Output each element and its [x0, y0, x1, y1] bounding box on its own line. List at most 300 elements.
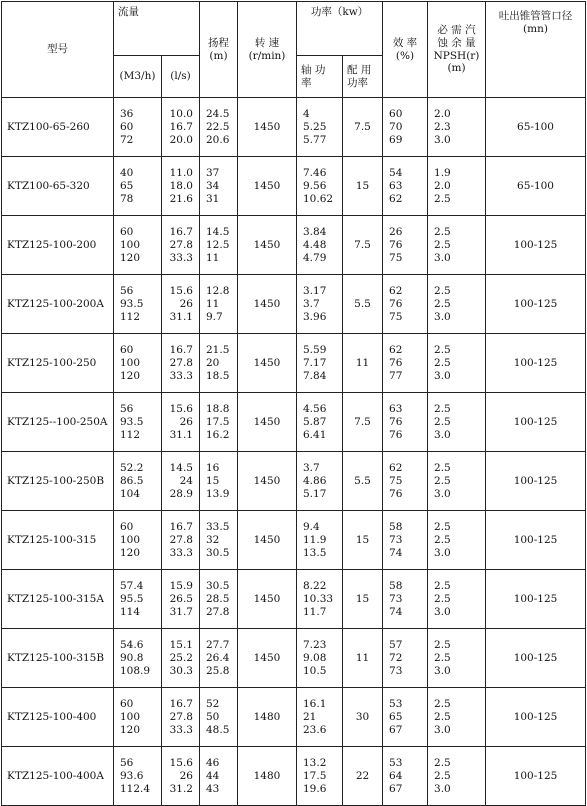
- cell-flow-ls-value: 16.7: [169, 343, 193, 356]
- cell-head: [200, 629, 238, 688]
- cell-head-value: 17.5: [206, 415, 230, 428]
- cell-head: [200, 511, 238, 570]
- cell-flow-ls-value: 33.3: [169, 251, 193, 264]
- cell-shaft-power-value: 5.59: [303, 343, 327, 356]
- cell-npsh-value: 2.5: [434, 756, 451, 769]
- cell-efficiency-value: 76: [389, 238, 403, 251]
- cell-outlet: 100-125: [486, 393, 586, 452]
- header-npsh-line3: NPSH(r): [433, 49, 480, 62]
- cell-flow-ls-value: 15.1: [169, 638, 193, 651]
- cell-flow-m3h: [114, 511, 162, 570]
- cell-shaft-power: [297, 334, 343, 393]
- cell-efficiency-value: 67: [389, 782, 403, 795]
- cell-head-value: 46: [206, 756, 220, 769]
- cell-model: KTZ125-100-200: [2, 216, 114, 275]
- header-head-label: 扬程: [208, 36, 229, 49]
- header-npsh-line1: 必 需 汽: [437, 23, 476, 36]
- table-row: [2, 216, 586, 275]
- cell-npsh-value: 2.5: [434, 284, 451, 297]
- cell-npsh-value: 2.3: [434, 120, 451, 133]
- cell-flow-ls: [162, 98, 200, 157]
- cell-efficiency-value: 63: [389, 179, 403, 192]
- table-row: [2, 570, 586, 629]
- cell-npsh-value: 1.9: [434, 166, 451, 179]
- cell-flow-ls: [162, 511, 200, 570]
- cell-shaft-power-value: 13.5: [303, 546, 327, 559]
- cell-head-value: 12.5: [206, 238, 230, 251]
- cell-efficiency-value: 62: [389, 343, 403, 356]
- cell-efficiency-value: 62: [389, 284, 403, 297]
- cell-motor-power: 22: [343, 747, 383, 806]
- cell-motor-power: 7.5: [343, 216, 383, 275]
- cell-shaft-power-value: 17.5: [303, 769, 327, 782]
- cell-shaft-power-value: 7.23: [303, 638, 327, 651]
- cell-flow-ls-value: 16.7: [169, 520, 193, 533]
- cell-speed: 1450: [238, 629, 297, 688]
- cell-efficiency: [383, 747, 428, 806]
- cell-flow-m3h: [114, 452, 162, 511]
- cell-flow-m3h-value: 90.8: [120, 651, 144, 664]
- cell-motor-power: 30: [343, 688, 383, 747]
- cell-efficiency: [383, 511, 428, 570]
- cell-flow-m3h-value: 60: [120, 520, 134, 533]
- cell-head-value: 44: [206, 769, 220, 782]
- cell-flow-m3h: [114, 393, 162, 452]
- cell-npsh: [428, 452, 486, 511]
- cell-shaft-power-value: 3.17: [303, 284, 327, 297]
- header-flow-ls: [162, 56, 200, 98]
- cell-shaft-power-value: 3.7: [303, 297, 320, 310]
- cell-motor-power: 15: [343, 157, 383, 216]
- cell-head-value: 28.5: [206, 592, 230, 605]
- cell-head-value: 25.8: [206, 664, 230, 677]
- cell-outlet: 100-125: [486, 452, 586, 511]
- cell-efficiency-value: 65: [389, 710, 403, 723]
- cell-npsh: [428, 747, 486, 806]
- cell-flow-ls-value: 15.6: [169, 402, 193, 415]
- cell-flow-ls-value: 31.2: [169, 782, 193, 795]
- cell-flow-ls: [162, 393, 200, 452]
- cell-outlet: 100-125: [486, 275, 586, 334]
- cell-efficiency: [383, 334, 428, 393]
- cell-head-value: 48.5: [206, 723, 230, 736]
- cell-head: [200, 570, 238, 629]
- cell-flow-ls-value: 31.1: [169, 310, 193, 323]
- cell-head-value: 26.4: [206, 651, 230, 664]
- cell-npsh-value: 2.5: [434, 651, 451, 664]
- table-row: [2, 98, 586, 157]
- cell-flow-m3h-value: 56: [120, 284, 134, 297]
- table-row: [2, 334, 586, 393]
- cell-efficiency-value: 76: [389, 415, 403, 428]
- cell-flow-m3h-value: 112: [120, 310, 141, 323]
- cell-head: [200, 688, 238, 747]
- cell-flow-m3h: [114, 216, 162, 275]
- cell-flow-m3h-value: 65: [120, 179, 134, 192]
- cell-efficiency: [383, 452, 428, 511]
- cell-flow-m3h: [114, 157, 162, 216]
- cell-shaft-power-value: 7.84: [303, 369, 327, 382]
- cell-flow-ls-value: 28.9: [169, 487, 193, 500]
- cell-flow-m3h-value: 120: [120, 369, 141, 382]
- cell-npsh: [428, 511, 486, 570]
- header-motor-power-line2: 功率: [347, 76, 368, 89]
- cell-shaft-power-value: 10.5: [303, 664, 327, 677]
- cell-head-value: 18.8: [206, 402, 230, 415]
- table-row: [2, 393, 586, 452]
- cell-npsh: [428, 157, 486, 216]
- cell-flow-m3h-value: 108.9: [120, 664, 151, 677]
- cell-flow-ls-value: 24: [179, 474, 193, 487]
- cell-head: [200, 216, 238, 275]
- cell-efficiency: [383, 275, 428, 334]
- cell-npsh-value: 3.0: [434, 664, 451, 677]
- cell-flow-ls-value: 25.2: [169, 651, 193, 664]
- cell-head-value: 12.8: [206, 284, 230, 297]
- cell-head-value: 14.5: [206, 225, 230, 238]
- cell-npsh-value: 2.5: [434, 579, 451, 592]
- cell-efficiency-value: 54: [389, 166, 403, 179]
- cell-motor-power: 5.5: [343, 275, 383, 334]
- table-row: [2, 511, 586, 570]
- cell-flow-ls-value: 15.6: [169, 284, 193, 297]
- cell-model: KTZ100-65-320: [2, 157, 114, 216]
- cell-outlet: 65-100: [486, 157, 586, 216]
- cell-flow-ls-value: 10.0: [169, 107, 193, 120]
- cell-efficiency-value: 76: [389, 297, 403, 310]
- cell-shaft-power: [297, 629, 343, 688]
- cell-npsh-value: 2.5: [434, 592, 451, 605]
- cell-head-value: 24.5: [206, 107, 230, 120]
- cell-head-value: 27.8: [206, 605, 230, 618]
- header-speed-label: 转 速: [254, 36, 280, 49]
- cell-flow-m3h: [114, 98, 162, 157]
- cell-efficiency-value: 70: [389, 120, 403, 133]
- cell-shaft-power: [297, 157, 343, 216]
- header-power-label: 功率（kw）: [310, 6, 369, 18]
- cell-model: KTZ125--100-250A: [2, 393, 114, 452]
- cell-npsh-value: 3.0: [434, 133, 451, 146]
- cell-head-value: 43: [206, 782, 220, 795]
- header-npsh-line2: 蚀 余 量: [437, 36, 476, 49]
- cell-shaft-power-value: 9.56: [303, 179, 327, 192]
- cell-head-value: 20: [206, 356, 220, 369]
- cell-efficiency-value: 74: [389, 546, 403, 559]
- cell-flow-m3h-value: 78: [120, 192, 134, 205]
- cell-shaft-power-value: 13.2: [303, 756, 327, 769]
- cell-efficiency-value: 60: [389, 107, 403, 120]
- cell-speed: 1450: [238, 393, 297, 452]
- cell-flow-m3h-value: 60: [120, 225, 134, 238]
- header-outlet-label: 吐出锥管管口径: [498, 10, 573, 22]
- cell-npsh-value: 2.5: [434, 225, 451, 238]
- cell-flow-m3h: [114, 275, 162, 334]
- cell-flow-m3h-value: 100: [120, 710, 141, 723]
- cell-npsh-value: 2.5: [434, 710, 451, 723]
- cell-shaft-power: [297, 688, 343, 747]
- cell-head-value: 13.9: [206, 487, 230, 500]
- cell-flow-ls-value: 26: [179, 297, 193, 310]
- cell-efficiency-value: 77: [389, 369, 403, 382]
- cell-flow-m3h-value: 36: [120, 107, 134, 120]
- cell-npsh: [428, 334, 486, 393]
- cell-npsh: [428, 688, 486, 747]
- cell-flow-ls-value: 20.0: [169, 133, 193, 146]
- cell-head: [200, 98, 238, 157]
- header-flow-m3h-label: (M3/h): [119, 70, 156, 83]
- cell-flow-m3h-value: 56: [120, 756, 134, 769]
- cell-head: [200, 747, 238, 806]
- cell-head-value: 33.5: [206, 520, 230, 533]
- cell-npsh-value: 2.5: [434, 415, 451, 428]
- pump-performance-table: [1, 1, 586, 806]
- cell-speed: 1450: [238, 275, 297, 334]
- cell-npsh-value: 2.5: [434, 238, 451, 251]
- cell-efficiency-value: 26: [389, 225, 403, 238]
- cell-efficiency-value: 58: [389, 579, 403, 592]
- cell-flow-ls-value: 33.3: [169, 369, 193, 382]
- cell-head-value: 20.6: [206, 133, 230, 146]
- cell-flow-m3h-value: 120: [120, 723, 141, 736]
- cell-head-value: 18.5: [206, 369, 230, 382]
- cell-npsh-value: 3.0: [434, 369, 451, 382]
- cell-flow-ls: [162, 334, 200, 393]
- cell-model: KTZ125-100-250B: [2, 452, 114, 511]
- cell-motor-power: 11: [343, 629, 383, 688]
- cell-npsh-value: 2.5: [434, 192, 451, 205]
- cell-head-value: 27.7: [206, 638, 230, 651]
- cell-flow-m3h: [114, 688, 162, 747]
- cell-shaft-power-value: 4: [303, 107, 310, 120]
- header-motor-power: [343, 56, 383, 98]
- cell-shaft-power-value: 10.33: [303, 592, 334, 605]
- cell-flow-ls-value: 26: [179, 415, 193, 428]
- pump-spec-sheet: [1, 1, 586, 806]
- header-model-label: 型号: [47, 43, 68, 56]
- cell-npsh-value: 2.5: [434, 297, 451, 310]
- cell-flow-ls: [162, 629, 200, 688]
- cell-flow-ls-value: 21.6: [169, 192, 193, 205]
- cell-shaft-power-value: 4.48: [303, 238, 327, 251]
- cell-efficiency-value: 75: [389, 474, 403, 487]
- cell-efficiency-value: 64: [389, 769, 403, 782]
- cell-flow-ls: [162, 570, 200, 629]
- cell-npsh-value: 2.5: [434, 638, 451, 651]
- header-row-1: [2, 2, 586, 56]
- cell-efficiency-value: 76: [389, 428, 403, 441]
- cell-model: KTZ125-100-315B: [2, 629, 114, 688]
- cell-npsh-value: 2.0: [434, 107, 451, 120]
- cell-flow-m3h: [114, 747, 162, 806]
- cell-flow-m3h-value: 120: [120, 251, 141, 264]
- cell-shaft-power: [297, 393, 343, 452]
- cell-flow-m3h: [114, 570, 162, 629]
- cell-head-value: 11: [206, 251, 220, 264]
- table-row: [2, 747, 586, 806]
- cell-efficiency-value: 73: [389, 533, 403, 546]
- cell-shaft-power: [297, 216, 343, 275]
- cell-speed: 1450: [238, 334, 297, 393]
- cell-flow-m3h-value: 93.6: [120, 769, 144, 782]
- cell-efficiency-value: 75: [389, 251, 403, 264]
- cell-speed: 1450: [238, 98, 297, 157]
- cell-head-value: 34: [206, 179, 220, 192]
- cell-motor-power: 11: [343, 334, 383, 393]
- cell-flow-ls: [162, 216, 200, 275]
- cell-npsh-value: 3.0: [434, 782, 451, 795]
- cell-efficiency-value: 76: [389, 356, 403, 369]
- cell-head: [200, 393, 238, 452]
- cell-motor-power: 7.5: [343, 393, 383, 452]
- header-shaft-power-line2: 率: [301, 76, 312, 89]
- cell-head-value: 9.7: [206, 310, 223, 323]
- cell-shaft-power: [297, 747, 343, 806]
- cell-head-value: 30.5: [206, 579, 230, 592]
- cell-efficiency: [383, 98, 428, 157]
- cell-speed: 1450: [238, 216, 297, 275]
- cell-shaft-power: [297, 452, 343, 511]
- cell-outlet: 100-125: [486, 334, 586, 393]
- header-flow: [114, 2, 200, 56]
- cell-model: KTZ125-100-250: [2, 334, 114, 393]
- cell-flow-m3h-value: 112: [120, 428, 141, 441]
- cell-efficiency-value: 76: [389, 487, 403, 500]
- cell-model: KTZ100-65-260: [2, 98, 114, 157]
- cell-npsh-value: 3.0: [434, 487, 451, 500]
- cell-flow-ls: [162, 747, 200, 806]
- cell-head: [200, 334, 238, 393]
- cell-flow-ls-value: 31.7: [169, 605, 193, 618]
- cell-flow-ls: [162, 275, 200, 334]
- cell-shaft-power-value: 10.62: [303, 192, 334, 205]
- cell-speed: 1450: [238, 452, 297, 511]
- cell-efficiency-value: 53: [389, 756, 403, 769]
- cell-efficiency: [383, 157, 428, 216]
- cell-head-value: 16.2: [206, 428, 230, 441]
- cell-flow-m3h-value: 100: [120, 238, 141, 251]
- table-row: [2, 629, 586, 688]
- cell-shaft-power-value: 4.56: [303, 402, 327, 415]
- cell-outlet: 65-100: [486, 98, 586, 157]
- cell-npsh-value: 3.0: [434, 723, 451, 736]
- cell-flow-m3h-value: 40: [120, 166, 134, 179]
- cell-flow-m3h-value: 72: [120, 133, 134, 146]
- cell-npsh-value: 2.5: [434, 343, 451, 356]
- cell-efficiency: [383, 216, 428, 275]
- cell-flow-ls-value: 16.7: [169, 225, 193, 238]
- cell-flow-ls: [162, 157, 200, 216]
- cell-flow-ls-value: 14.5: [169, 461, 193, 474]
- cell-flow-m3h-value: 104: [120, 487, 141, 500]
- cell-npsh-value: 3.0: [434, 605, 451, 618]
- cell-efficiency-value: 62: [389, 461, 403, 474]
- header-npsh: [428, 2, 486, 98]
- cell-efficiency-value: 74: [389, 605, 403, 618]
- cell-npsh-value: 2.5: [434, 474, 451, 487]
- header-efficiency-label: 效 率: [392, 36, 418, 49]
- cell-shaft-power: [297, 570, 343, 629]
- cell-flow-ls-value: 33.3: [169, 546, 193, 559]
- cell-npsh-value: 2.5: [434, 533, 451, 546]
- cell-shaft-power: [297, 98, 343, 157]
- cell-npsh-value: 2.5: [434, 402, 451, 415]
- cell-flow-m3h-value: 95.5: [120, 592, 144, 605]
- header-efficiency-unit: (%): [395, 49, 415, 62]
- cell-flow-m3h-value: 114: [120, 605, 141, 618]
- cell-flow-ls: [162, 688, 200, 747]
- cell-flow-ls-value: 16.7: [169, 120, 193, 133]
- header-model: [2, 2, 114, 98]
- header-npsh-unit: (m): [447, 62, 466, 75]
- cell-motor-power: 15: [343, 570, 383, 629]
- cell-flow-ls-value: 15.9: [169, 579, 193, 592]
- cell-flow-m3h-value: 54.6: [120, 638, 144, 651]
- cell-npsh-value: 2.0: [434, 179, 451, 192]
- cell-efficiency-value: 73: [389, 664, 403, 677]
- cell-flow-m3h-value: 57.4: [120, 579, 144, 592]
- cell-head-value: 16: [206, 461, 220, 474]
- cell-flow-ls-value: 26: [179, 769, 193, 782]
- cell-npsh-value: 2.5: [434, 356, 451, 369]
- cell-model: KTZ125-100-200A: [2, 275, 114, 334]
- header-flow-m3h: [114, 56, 162, 98]
- cell-npsh: [428, 393, 486, 452]
- cell-shaft-power-value: 9.08: [303, 651, 327, 664]
- cell-flow-m3h-value: 60: [120, 120, 134, 133]
- cell-flow-m3h-value: 86.5: [120, 474, 144, 487]
- cell-npsh-value: 3.0: [434, 251, 451, 264]
- cell-speed: 1450: [238, 157, 297, 216]
- cell-shaft-power-value: 8.22: [303, 579, 327, 592]
- cell-outlet: 100-125: [486, 688, 586, 747]
- cell-shaft-power-value: 6.41: [303, 428, 327, 441]
- header-speed-unit: (r/min): [248, 49, 286, 62]
- cell-speed: 1480: [238, 688, 297, 747]
- cell-head-value: 31: [206, 192, 220, 205]
- header-shaft-power-line1: 轴 功: [301, 63, 326, 76]
- cell-flow-m3h: [114, 334, 162, 393]
- cell-shaft-power-value: 5.77: [303, 133, 327, 146]
- cell-head-value: 22.5: [206, 120, 230, 133]
- header-efficiency: [383, 2, 428, 98]
- cell-outlet: 100-125: [486, 570, 586, 629]
- cell-efficiency-value: 53: [389, 697, 403, 710]
- cell-efficiency-value: 73: [389, 592, 403, 605]
- cell-shaft-power-value: 3.84: [303, 225, 327, 238]
- cell-flow-ls-value: 27.8: [169, 356, 193, 369]
- cell-flow-ls-value: 31.1: [169, 428, 193, 441]
- cell-shaft-power-value: 7.17: [303, 356, 327, 369]
- cell-flow-m3h-value: 100: [120, 356, 141, 369]
- cell-npsh: [428, 275, 486, 334]
- cell-outlet: 100-125: [486, 511, 586, 570]
- cell-shaft-power-value: 9.4: [303, 520, 320, 533]
- cell-efficiency-value: 62: [389, 192, 403, 205]
- cell-shaft-power-value: 19.6: [303, 782, 327, 795]
- cell-flow-m3h-value: 60: [120, 697, 134, 710]
- cell-head: [200, 157, 238, 216]
- cell-shaft-power-value: 4.86: [303, 474, 327, 487]
- cell-npsh-value: 3.0: [434, 546, 451, 559]
- cell-head-value: 11: [206, 297, 220, 310]
- cell-flow-m3h-value: 120: [120, 546, 141, 559]
- cell-flow-ls-value: 27.8: [169, 533, 193, 546]
- header-flow-ls-label: (l/s): [170, 70, 191, 83]
- cell-efficiency: [383, 688, 428, 747]
- table-row: [2, 452, 586, 511]
- cell-flow-ls-value: 11.0: [169, 166, 193, 179]
- cell-outlet: 100-125: [486, 629, 586, 688]
